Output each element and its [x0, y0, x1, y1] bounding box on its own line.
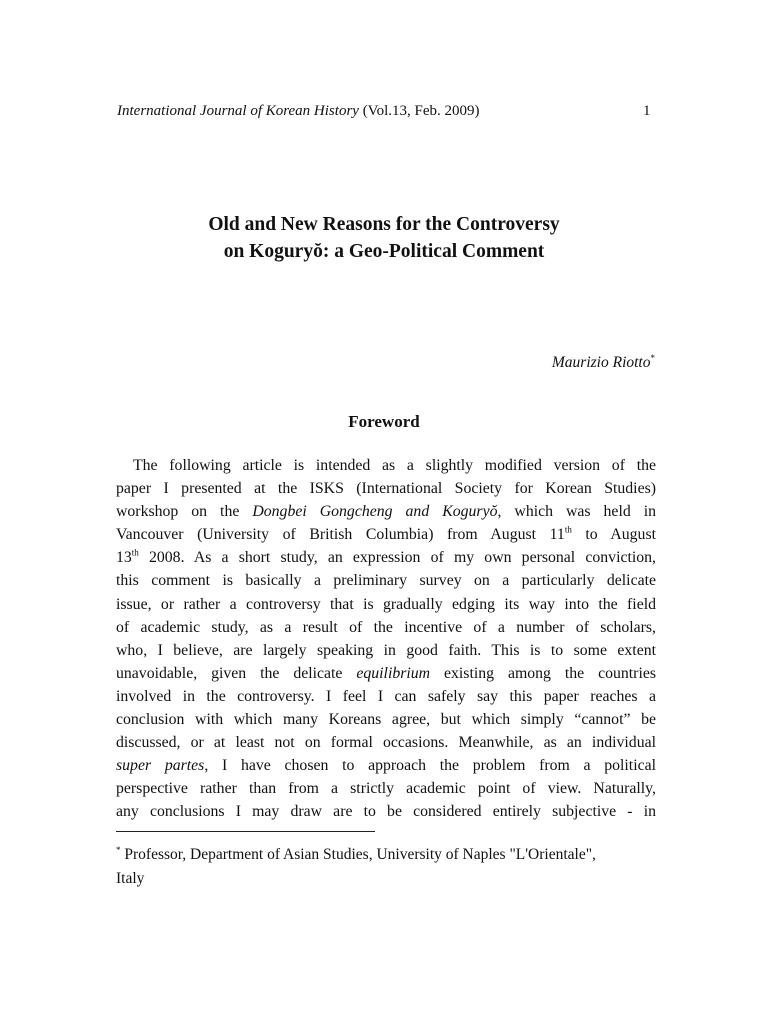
text-line: any conclusions I may draw are to be considered entirely subjective - in	[116, 803, 656, 821]
text-line: issue, or rather a controversy that is gradually edging its way into the field	[116, 595, 656, 613]
footnote-line: Italy	[116, 870, 145, 887]
text-line: super partes, I have chosen to approach the problem from a political	[116, 757, 657, 775]
journal-issue: (Vol.13, Feb. 2009)	[362, 103, 480, 119]
text-line: The following article is intended as a slightly modified version of the	[133, 457, 656, 474]
text-line: Vancouver (University of British Columbia) from August 11th to August	[116, 525, 656, 544]
article-title-line-2: on Koguryŏ: a Geo-Political Comment	[223, 241, 545, 262]
text-line: this comment is basically a preliminary survey on a particularly delicate	[116, 572, 656, 590]
text-line: involved in the controversy. I feel I can safely say this paper reaches a	[116, 687, 656, 705]
article-title-line-1: Old and New Reasons for the Controversy	[208, 214, 560, 235]
text-line: 13th 2008. As a short study, an expression of my own personal conviction,	[116, 548, 656, 567]
author-name: Maurizio Riotto	[551, 354, 651, 372]
text-line: paper I presented at the ISKS (International Society for Korean Studies)	[116, 480, 656, 498]
section-heading: Foreword	[348, 412, 420, 431]
author-footnote-mark: *	[650, 353, 655, 363]
author-byline	[552, 348, 655, 373]
text-line: conclusion with which many Koreans agree, but which simply “cannot” be	[116, 711, 656, 729]
page-number: 1	[643, 103, 651, 119]
footnote-divider	[116, 831, 375, 832]
footnote	[116, 843, 656, 891]
footnote-mark: *	[116, 844, 121, 855]
text-line: discussed, or at least not on formal occasions. Meanwhile, as an individual	[116, 734, 656, 752]
footnote-line: * Professor, Department of Asian Studies, University of Naples "L'Orientale",	[116, 844, 596, 863]
italic-term: Dongbei Gongcheng and Koguryŏ	[252, 503, 498, 521]
article-title	[100, 211, 668, 265]
text-line: of academic study, as a result of the incentive of a number of scholars,	[116, 618, 656, 636]
running-head	[117, 101, 480, 121]
journal-title: International Journal of Korean History	[117, 103, 359, 119]
text-line: workshop on the Dongbei Gongcheng and Koguryŏ, which was held in	[116, 503, 656, 521]
text-line: perspective rather than from a strictly academic point of view. Naturally,	[116, 780, 656, 798]
italic-term: super partes	[116, 757, 205, 775]
text-line: unavoidable, given the delicate equilibrium existing among the countries	[116, 664, 656, 682]
italic-term: equilibrium	[356, 664, 431, 682]
text-line: who, I believe, are largely speaking in good faith. This is to some extent	[116, 641, 656, 659]
body-paragraph	[116, 454, 656, 824]
